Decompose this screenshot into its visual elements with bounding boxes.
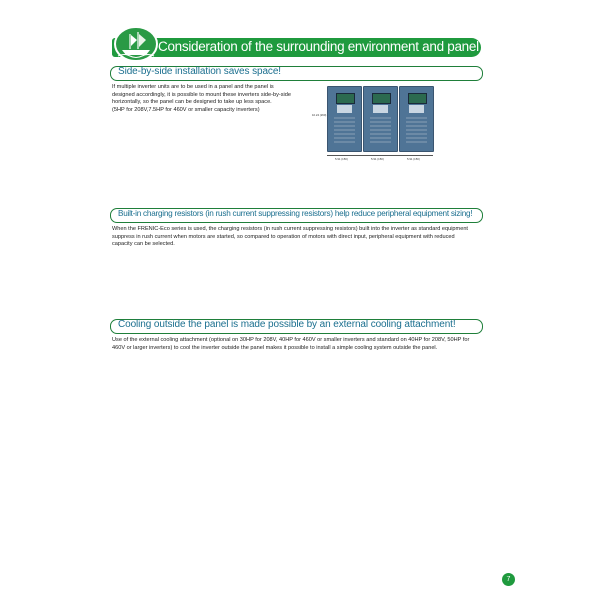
section-heading-side-by-side: Side-by-side installation saves space! <box>110 66 483 81</box>
height-dimension-label: 10.24 (260) <box>312 113 327 117</box>
inverter-unit <box>399 86 434 152</box>
section-heading-charging-resistors: Built-in charging resistors (in rush current suppressing resistors) help reduce peripheral equipment sizing! <box>110 208 483 223</box>
width-dimension-label: 5.91 (150) <box>371 157 384 161</box>
width-dimension-label: 5.91 (150) <box>335 157 348 161</box>
inverter-unit <box>363 86 398 152</box>
inverter-unit <box>327 86 362 152</box>
page-title: Consideration of the surrounding environment and panel design <box>158 39 521 54</box>
ship-emblem-icon <box>110 26 158 62</box>
section-body-charging-resistors: When the FRENIC-Eco series is used, the charging resistors (in rush current suppressing resistors) built into the inverter as standard equipment suppress in rush current when motors are started, so compared to operation of motors with direct input, peripheral equipment with reduced capacity can be selected. <box>112 226 468 248</box>
inverters-figure <box>310 83 440 173</box>
section-body-side-by-side: If multiple inverter units are to be used in a panel and the panel is designed accordingly, it is possible to mount these inverters side-by-side horizontally, so the panel can be designed to take up less space. (5HP for 208V,7.5HP for 460V or smaller capacity inverters) <box>112 84 291 113</box>
width-dimension-label: 5.91 (150) <box>407 157 420 161</box>
header-bar <box>112 38 521 57</box>
section-heading-external-cooling: Cooling outside the panel is made possible by an external cooling attachment! <box>110 319 483 334</box>
section-body-external-cooling: Use of the external cooling attachment (optional on 30HP for 208V, 40HP for 460V or smaller inverters and standard on 40HP for 208V, 50HP for 460V or larger inverters) to cool the inverter outside the panel makes it possible to install a simple cooling system outside the panel. <box>112 337 470 351</box>
page-number: 7 <box>502 573 515 586</box>
